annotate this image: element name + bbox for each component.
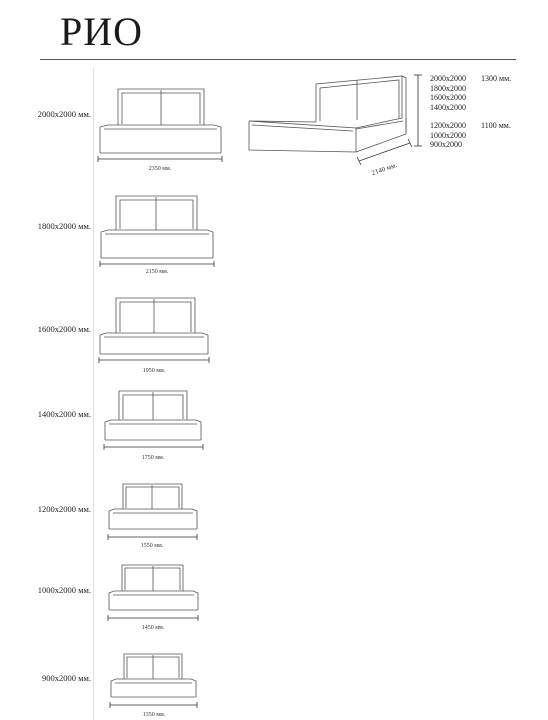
height-dimension	[414, 75, 422, 146]
bed-front-view	[105, 391, 201, 440]
width-dimension	[110, 702, 197, 718]
width-label: 2350 мм.	[148, 166, 172, 172]
width-dimension	[98, 156, 222, 172]
width-label: 2150 мм.	[145, 269, 169, 275]
bed-front-view	[100, 298, 208, 354]
width-dimension	[108, 615, 198, 631]
bed-perspective-view	[249, 76, 406, 152]
bed-size-label: 1600х2000 мм.	[37, 324, 91, 334]
spec-size: 900х2000	[430, 140, 462, 149]
bed-size-label: 2000х2000 мм.	[37, 109, 91, 119]
bed-front-view	[109, 565, 198, 610]
width-dimension	[104, 444, 203, 461]
bed-size-label: 1400х2000 мм.	[37, 409, 91, 419]
width-dimension	[99, 357, 209, 374]
bed-size-label: 1800х2000 мм.	[37, 221, 91, 231]
width-dimension	[100, 261, 214, 275]
bed-size-label: 1200х2000 мм.	[37, 504, 91, 514]
width-label: 1450 мм.	[141, 625, 165, 631]
width-label: 1550 мм.	[140, 543, 164, 549]
spec-size: 2000х2000	[430, 74, 466, 83]
width-label: 1350 мм.	[142, 712, 166, 718]
width-label: 1750 мм.	[141, 455, 165, 461]
spec-height-1: 1300 мм.	[481, 74, 512, 83]
spec-group-2	[430, 121, 466, 150]
bed-front-view	[100, 89, 221, 153]
depth-dimension	[357, 139, 412, 177]
spec-height-2: 1100 мм.	[481, 121, 511, 130]
spec-group-1	[430, 74, 466, 112]
bed-front-view	[109, 484, 197, 529]
width-label: 1950 мм.	[142, 368, 166, 374]
width-dimension	[108, 534, 197, 549]
depth-label: 2140 мм.	[370, 161, 399, 178]
bed-front-view	[111, 654, 196, 697]
spec-size: 1800х2000	[430, 83, 466, 93]
bed-size-label: 1000х2000 мм.	[37, 585, 91, 595]
spec-size: 1600х2000	[430, 93, 466, 102]
bed-size-label: 900х2000 мм.	[41, 673, 91, 683]
spec-size: 1400х2000	[430, 102, 466, 112]
bed-front-view	[101, 196, 213, 258]
spec-size: 1200х2000	[430, 121, 466, 130]
page-title: РИО	[60, 9, 144, 54]
spec-size: 1000х2000	[430, 130, 466, 140]
